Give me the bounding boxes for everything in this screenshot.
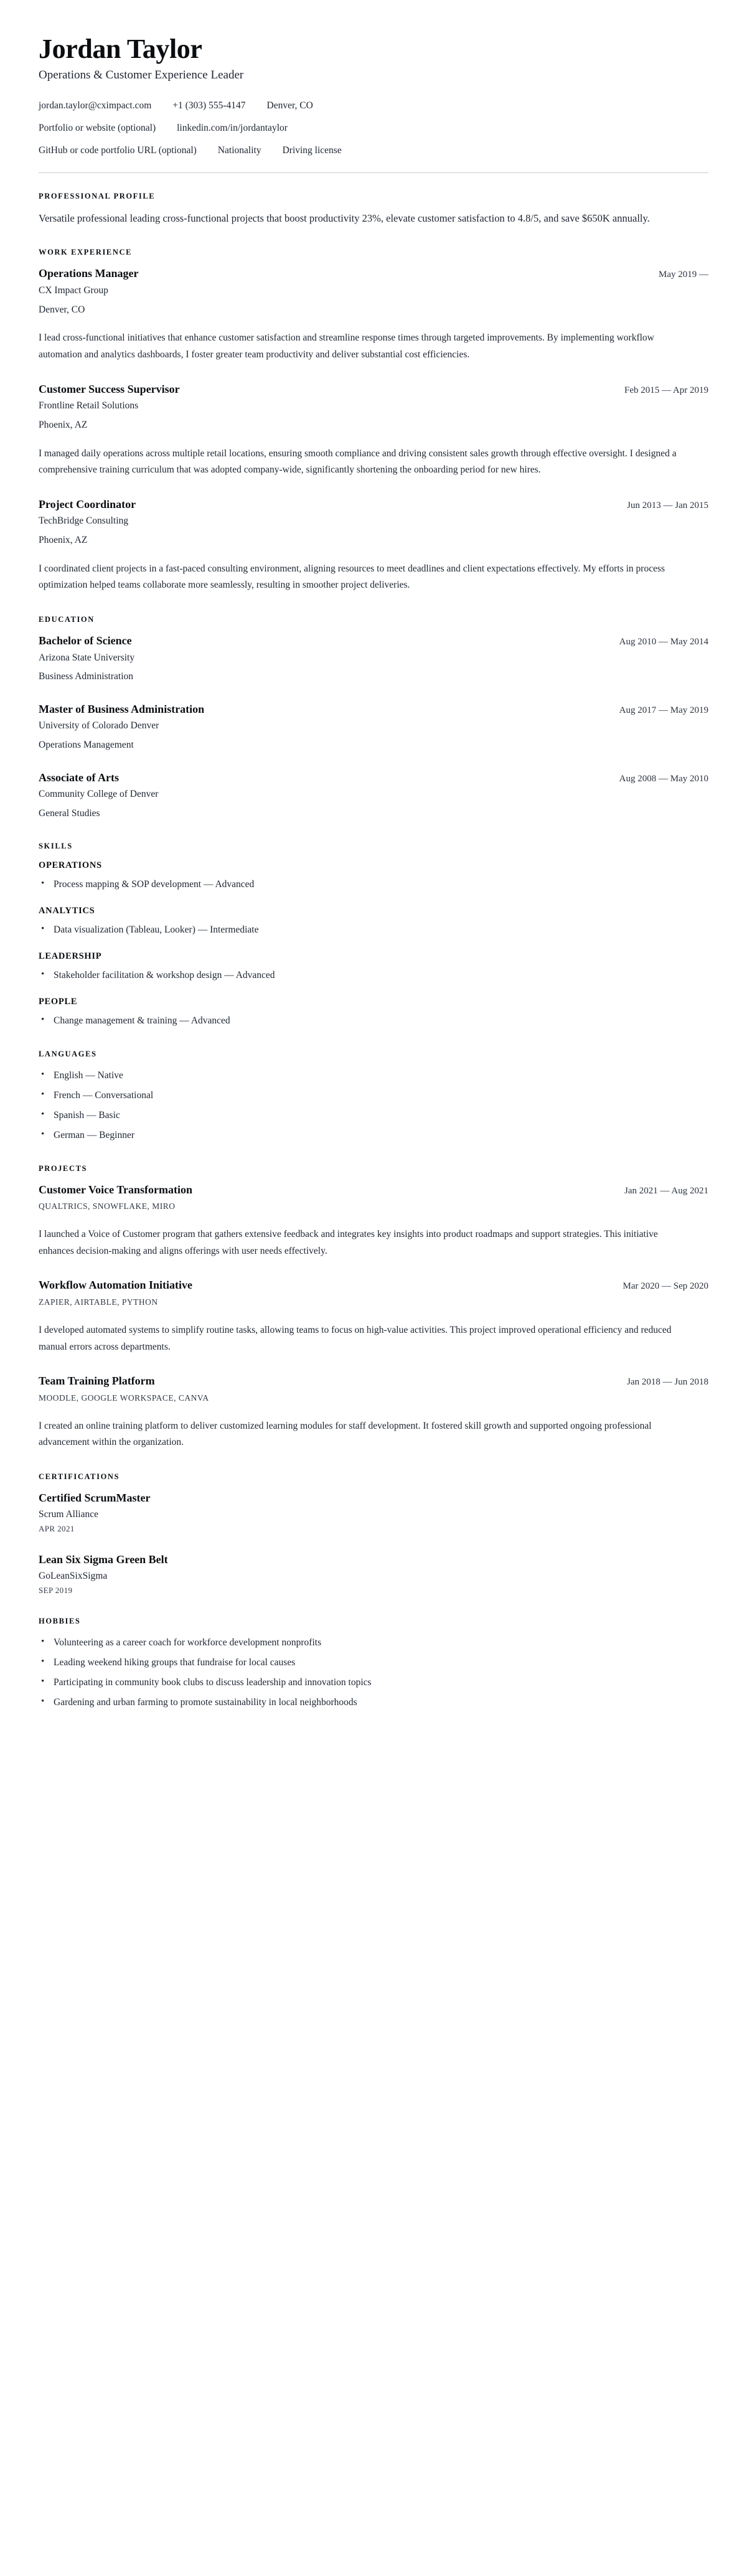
section-skills <box>39 842 708 1028</box>
work-role: Project Coordinator <box>39 497 136 510</box>
project-name: Team Training Platform <box>39 1375 155 1388</box>
skill-group-name: LEADERSHIP <box>39 951 102 961</box>
project-stack: QUALTRICS, SNOWFLAKE, MIRO <box>39 1201 176 1211</box>
project-description: I created an online training platform to deliver customized learning modules for staff development. It fostered skill growth and supported ongoing professional advancement within the organization. <box>39 1420 652 1448</box>
section-title-certifications: CERTIFICATIONS <box>39 1472 120 1481</box>
section-title-hobbies: HOBBIES <box>39 1617 81 1626</box>
section-languages <box>39 1050 708 1143</box>
language-item: • French — Conversational <box>39 1088 708 1103</box>
education-entry <box>39 634 708 684</box>
skill-list <box>39 1013 708 1028</box>
education-degree: Master of Business Administration <box>39 702 205 715</box>
project-description: I developed automated systems to simplify routine tasks, allowing teams to focus on high-value activities. This project improved operational efficiency and reduced manual errors across departments. <box>39 1324 672 1352</box>
education-dates: Aug 2008 — May 2010 <box>619 773 708 784</box>
project-dates: Jan 2018 — Jun 2018 <box>627 1377 708 1388</box>
work-entry <box>39 497 708 594</box>
skill-group <box>39 860 708 892</box>
work-entry-head <box>39 266 708 281</box>
contact-nationality-placeholder[interactable]: Nationality <box>217 144 261 156</box>
certification-entry <box>39 1491 708 1534</box>
education-entry-head <box>39 634 708 649</box>
project-stack: ZAPIER, AIRTABLE, PYTHON <box>39 1297 158 1307</box>
contact-row-links <box>39 122 708 135</box>
work-role: Operations Manager <box>39 267 139 280</box>
skill-list <box>39 877 708 892</box>
section-projects <box>39 1164 708 1451</box>
skill-group-name: ANALYTICS <box>39 905 95 916</box>
work-location: Denver, CO <box>39 304 85 315</box>
project-entry-head <box>39 1183 708 1198</box>
education-degree: Bachelor of Science <box>39 634 132 647</box>
section-title-education: EDUCATION <box>39 615 95 624</box>
skill-group-name: OPERATIONS <box>39 860 102 870</box>
work-dates: Jun 2013 — Jan 2015 <box>627 500 708 510</box>
skill-item: • Data visualization (Tableau, Looker) — Intermediate <box>39 923 708 938</box>
education-dates: Aug 2017 — May 2019 <box>619 705 708 715</box>
project-entry <box>39 1183 708 1260</box>
skill-group <box>39 997 708 1028</box>
certification-issuer: GoLeanSixSigma <box>39 1571 108 1582</box>
contact-portfolio-placeholder[interactable]: Portfolio or website (optional) <box>39 122 156 133</box>
certification-date: APR 2021 <box>39 1523 75 1533</box>
certification-issuer: Scrum Alliance <box>39 1509 98 1520</box>
work-company: Frontline Retail Solutions <box>39 400 139 411</box>
skill-list <box>39 923 708 938</box>
section-hobbies <box>39 1617 708 1710</box>
hobby-item: • Volunteering as a career coach for workforce development nonprofits <box>39 1635 708 1650</box>
contact-phone[interactable]: +1 (303) 555-4147 <box>172 100 246 111</box>
project-entry-head <box>39 1278 708 1293</box>
work-location: Phoenix, AZ <box>39 419 88 430</box>
language-item: • English — Native <box>39 1068 708 1083</box>
section-education <box>39 615 708 820</box>
work-entry <box>39 266 708 363</box>
work-role: Customer Success Supervisor <box>39 382 180 395</box>
work-description: I coordinated client projects in a fast-paced consulting environment, aligning resources to meet deadlines and client expectations effectively. My efforts in process optimization helped teams collaborate more seamlessly, resulting in smoother project deliveries. <box>39 563 665 591</box>
skill-group <box>39 951 708 983</box>
skill-group <box>39 906 708 938</box>
skill-item: • Process mapping & SOP development — Advanced <box>39 877 708 892</box>
candidate-name: Jordan Taylor <box>39 34 202 64</box>
skill-list <box>39 968 708 983</box>
skill-item: • Change management & training — Advanced <box>39 1013 708 1028</box>
contact-linkedin[interactable]: linkedin.com/in/jordantaylor <box>177 122 288 133</box>
skill-item: • Stakeholder facilitation & workshop design — Advanced <box>39 968 708 983</box>
certification-date: SEP 2019 <box>39 1586 73 1596</box>
project-description: I launched a Voice of Customer program that gathers extensive feedback and integrates key insights into product roadmaps and support strategies. This initiative enhances decision-making and aligns offerings with user needs effectively. <box>39 1229 658 1256</box>
hobby-item: • Gardening and urban farming to promote sustainability in local neighborhoods <box>39 1695 708 1710</box>
language-list <box>39 1068 708 1143</box>
section-certifications <box>39 1472 708 1596</box>
work-location: Phoenix, AZ <box>39 535 88 545</box>
education-entry-head <box>39 702 708 717</box>
contact-email[interactable]: jordan.taylor@cximpact.com <box>39 100 152 111</box>
certification-entry <box>39 1553 708 1596</box>
contact-driving-license-placeholder[interactable]: Driving license <box>282 144 342 156</box>
candidate-headline: Operations & Customer Experience Leader <box>39 68 244 82</box>
section-professional-profile <box>39 192 708 227</box>
contact-row-primary <box>39 100 708 113</box>
language-item: • German — Beginner <box>39 1128 708 1143</box>
contact-github-placeholder[interactable]: GitHub or code portfolio URL (optional) <box>39 144 197 156</box>
work-entry <box>39 382 708 479</box>
project-dates: Jan 2021 — Aug 2021 <box>624 1185 708 1196</box>
section-work-experience <box>39 248 708 594</box>
education-entry <box>39 702 708 752</box>
section-title-languages: LANGUAGES <box>39 1049 97 1058</box>
education-entry <box>39 771 708 820</box>
hobby-item: • Leading weekend hiking groups that fundraise for local causes <box>39 1655 708 1670</box>
project-dates: Mar 2020 — Sep 2020 <box>622 1281 708 1292</box>
project-entry <box>39 1278 708 1355</box>
education-field: General Studies <box>39 807 100 819</box>
certification-name: Certified ScrumMaster <box>39 1491 151 1504</box>
section-title-profile: PROFESSIONAL PROFILE <box>39 191 156 200</box>
resume-header <box>39 34 708 173</box>
education-school: University of Colorado Denver <box>39 720 159 731</box>
language-item: • Spanish — Basic <box>39 1108 708 1123</box>
contact-row-optional <box>39 144 708 157</box>
work-dates: May 2019 — <box>659 270 708 280</box>
section-title-projects: PROJECTS <box>39 1163 88 1173</box>
work-description: I managed daily operations across multiple retail locations, ensuring smooth compliance and driving consistent sales growth through effective oversight. I designed a comprehensive training curriculum that was adopted company-wide, significantly shortening the onboarding period for new hires. <box>39 448 677 476</box>
header-divider <box>39 172 708 173</box>
work-dates: Feb 2015 — Apr 2019 <box>624 385 708 395</box>
contact-location: Denver, CO <box>266 100 313 111</box>
project-name: Customer Voice Transformation <box>39 1183 192 1196</box>
project-name: Workflow Automation Initiative <box>39 1279 193 1292</box>
work-company: CX Impact Group <box>39 284 108 296</box>
profile-summary-text: Versatile professional leading cross-functional projects that boost productivity 23%, elevate customer satisfaction to 4.8/5, and save $650K annually. <box>39 212 650 224</box>
project-entry <box>39 1374 708 1451</box>
education-school: Arizona State University <box>39 652 135 663</box>
section-title-work: WORK EXPERIENCE <box>39 248 133 257</box>
project-entry-head <box>39 1374 708 1389</box>
education-school: Community College of Denver <box>39 789 159 800</box>
project-stack: MOODLE, GOOGLE WORKSPACE, CANVA <box>39 1393 209 1403</box>
work-description: I lead cross-functional initiatives that enhance customer satisfaction and streamline response times through targeted improvements. By implementing workflow automation and analytics dashboards, I foster greater team productivity and deliver substantial cost efficiencies. <box>39 332 654 360</box>
work-entry-head <box>39 497 708 512</box>
education-field: Operations Management <box>39 740 134 751</box>
hobby-item: • Participating in community book clubs to discuss leadership and innovation topics <box>39 1675 708 1690</box>
hobby-list <box>39 1635 708 1710</box>
education-entry-head <box>39 771 708 786</box>
skill-group-name: PEOPLE <box>39 996 78 1007</box>
work-company: TechBridge Consulting <box>39 515 128 527</box>
education-dates: Aug 2010 — May 2014 <box>619 637 708 647</box>
education-degree: Associate of Arts <box>39 771 119 784</box>
education-field: Business Administration <box>39 671 133 682</box>
section-title-skills: SKILLS <box>39 841 73 850</box>
certification-name: Lean Six Sigma Green Belt <box>39 1553 168 1566</box>
work-entry-head <box>39 382 708 397</box>
